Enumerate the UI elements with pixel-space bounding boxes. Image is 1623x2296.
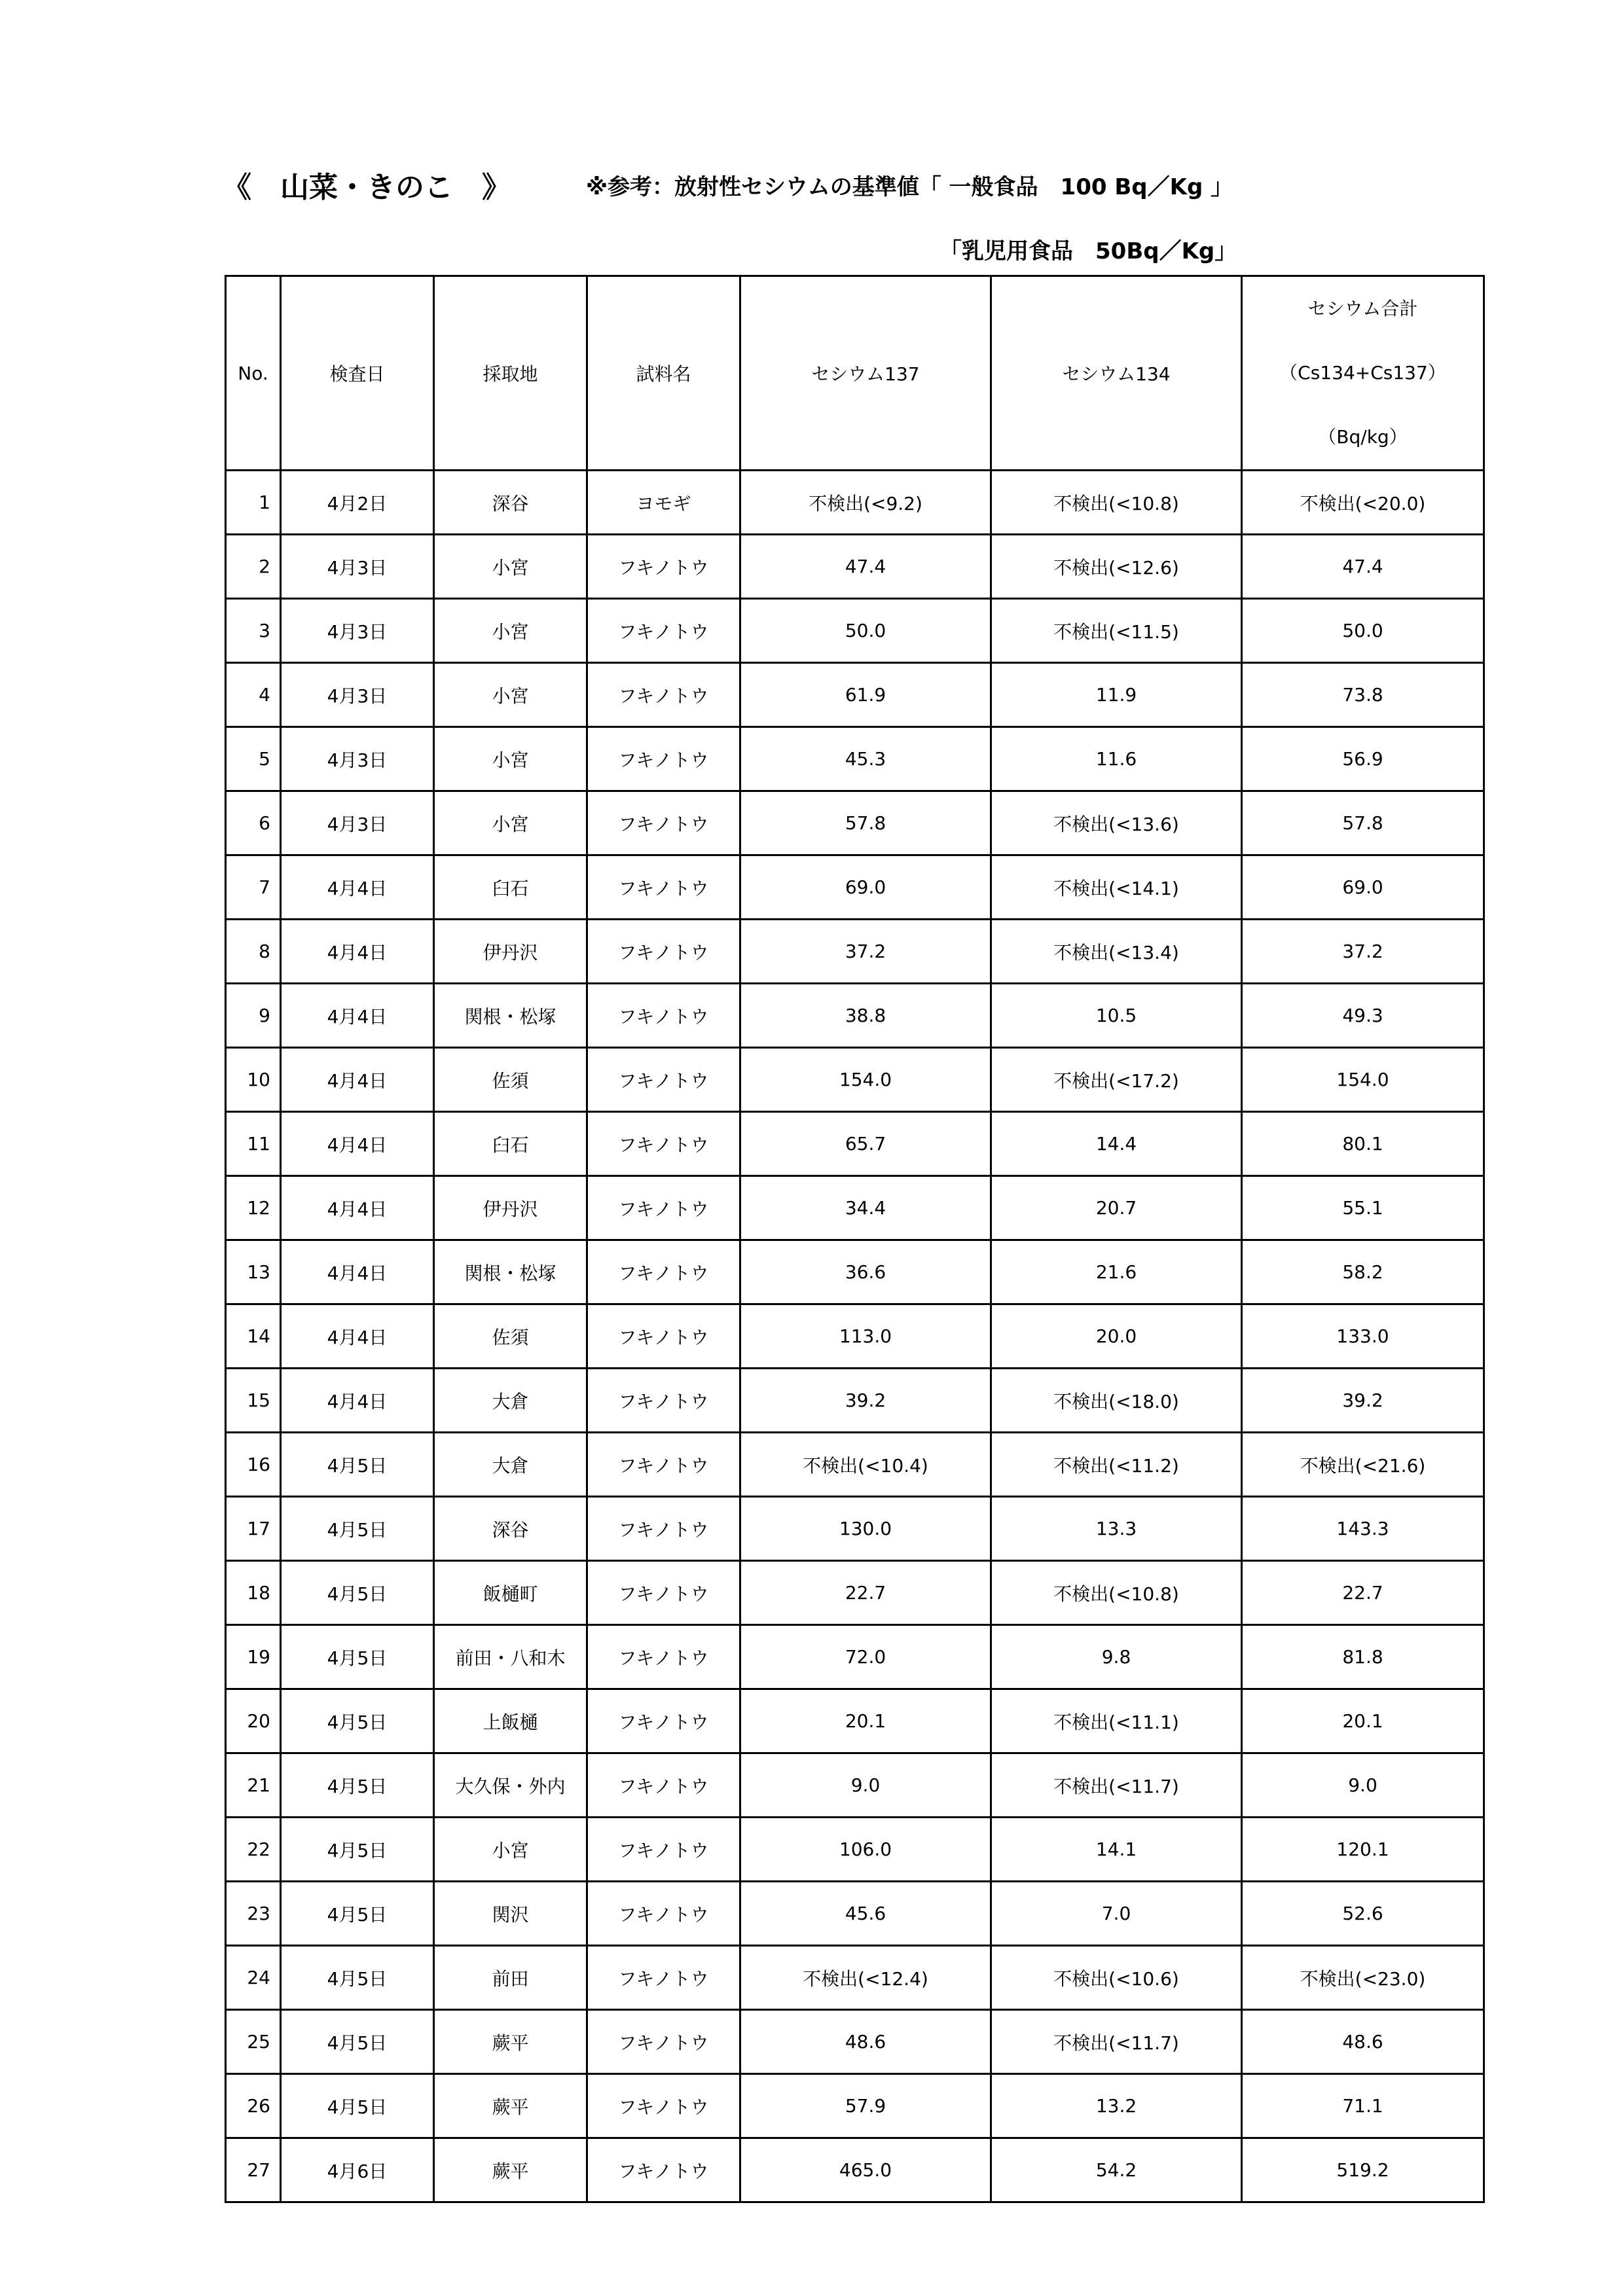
cell-cs137: 48.6 [740,2010,991,2074]
cell-cs137: 22.7 [740,1561,991,1625]
cell-cs137: 61.9 [740,663,991,727]
cell-cs137: 不検出(<9.2) [740,471,991,535]
cell-cs134: 不検出(<13.6) [991,791,1242,855]
cell-location: 小宮 [434,599,587,663]
cell-date: 4月3日 [281,663,434,727]
cell-cs134: 不検出(<11.7) [991,2010,1242,2074]
table-row [226,727,1484,791]
table-row [226,1433,1484,1497]
header-date: 検査日 [281,276,434,471]
cell-no: 5 [226,727,281,791]
cell-total: 47.4 [1242,535,1484,599]
header-location: 採取地 [434,276,587,471]
cell-date: 4月5日 [281,1625,434,1689]
table-row [226,1048,1484,1112]
cell-cs134: 不検出(<13.4) [991,920,1242,984]
cell-cs134: 13.2 [991,2074,1242,2138]
cell-date: 4月5日 [281,2010,434,2074]
cell-date: 4月3日 [281,727,434,791]
cell-cs134: 20.0 [991,1304,1242,1369]
cell-date: 4月4日 [281,1240,434,1304]
cell-total: 20.1 [1242,1689,1484,1753]
header-cs134: セシウム134 [991,276,1242,471]
table-row [226,1818,1484,1882]
cell-location: 飯樋町 [434,1561,587,1625]
cell-cs134: 不検出(<17.2) [991,1048,1242,1112]
cell-sample: フキノトウ [587,1369,740,1433]
cell-location: 臼石 [434,855,587,920]
page-title: 《 山菜・きのこ 》 [223,171,511,204]
table-row [226,1689,1484,1753]
cell-date: 4月5日 [281,2074,434,2138]
cell-date: 4月4日 [281,1048,434,1112]
cell-no: 14 [226,1304,281,1369]
table-row [226,535,1484,599]
cell-cs134: 10.5 [991,984,1242,1048]
header-total-line2: （Cs134+Cs137） [1279,362,1446,384]
cell-cs134: 不検出(<10.6) [991,1946,1242,2010]
cell-cs137: 50.0 [740,599,991,663]
header-sample: 試料名 [587,276,740,471]
cell-sample: フキノトウ [587,1946,740,2010]
cell-location: 小宮 [434,791,587,855]
cell-cs137: 106.0 [740,1818,991,1882]
cell-total: 39.2 [1242,1369,1484,1433]
cell-location: 佐須 [434,1304,587,1369]
cell-date: 4月5日 [281,1753,434,1818]
cell-no: 24 [226,1946,281,2010]
cell-location: 大倉 [434,1433,587,1497]
cell-location: 佐須 [434,1048,587,1112]
cell-location: 上飯樋 [434,1689,587,1753]
table-row [226,855,1484,920]
table-row [226,2010,1484,2074]
cell-cs134: 14.4 [991,1112,1242,1176]
cell-cs134: 不検出(<10.8) [991,471,1242,535]
cell-no: 9 [226,984,281,1048]
cell-cs137: 不検出(<12.4) [740,1946,991,2010]
table-row [226,1882,1484,1946]
cell-location: 小宮 [434,535,587,599]
cell-total: 81.8 [1242,1625,1484,1689]
cell-date: 4月4日 [281,1176,434,1240]
cell-sample: フキノトウ [587,984,740,1048]
cell-location: 蕨平 [434,2074,587,2138]
cell-no: 4 [226,663,281,727]
cell-location: 小宮 [434,727,587,791]
cell-cs134: 13.3 [991,1497,1242,1561]
cell-total: 73.8 [1242,663,1484,727]
header-total-line3: （Bq/kg） [1318,426,1408,448]
cell-total: 69.0 [1242,855,1484,920]
cell-cs137: 113.0 [740,1304,991,1369]
cell-no: 20 [226,1689,281,1753]
cell-date: 4月4日 [281,984,434,1048]
cell-date: 4月5日 [281,1818,434,1882]
cell-location: 関根・松塚 [434,984,587,1048]
cell-sample: フキノトウ [587,855,740,920]
cell-cs134: 不検出(<18.0) [991,1369,1242,1433]
cell-date: 4月4日 [281,855,434,920]
cell-cs134: 11.9 [991,663,1242,727]
cell-no: 19 [226,1625,281,1689]
table-row [226,1625,1484,1689]
cell-no: 17 [226,1497,281,1561]
cell-sample: フキノトウ [587,1048,740,1112]
cell-date: 4月4日 [281,1304,434,1369]
cell-date: 4月3日 [281,791,434,855]
cell-location: 前田 [434,1946,587,2010]
cell-location: 小宮 [434,663,587,727]
reference-standard-infant: 「乳児用食品 50Bq／Kg」 [939,238,1237,264]
table-row [226,663,1484,727]
cell-no: 23 [226,1882,281,1946]
cell-sample: フキノトウ [587,2138,740,2202]
cell-no: 3 [226,599,281,663]
cell-total: 37.2 [1242,920,1484,984]
reference-standard-general: ※参考：放射性セシウムの基準値「 一般食品 100 Bq／Kg 」 [586,174,1233,200]
table-row [226,1369,1484,1433]
cell-total: 133.0 [1242,1304,1484,1369]
cell-no: 6 [226,791,281,855]
cell-no: 10 [226,1048,281,1112]
cell-location: 小宮 [434,1818,587,1882]
cell-date: 4月5日 [281,1497,434,1561]
cell-cs137: 69.0 [740,855,991,920]
cell-no: 22 [226,1818,281,1882]
cell-total: 49.3 [1242,984,1484,1048]
cell-sample: フキノトウ [587,1304,740,1369]
cell-cs134: 20.7 [991,1176,1242,1240]
table-row [226,791,1484,855]
table-row [226,1240,1484,1304]
cell-total: 56.9 [1242,727,1484,791]
cell-cs134: 9.8 [991,1625,1242,1689]
cell-no: 18 [226,1561,281,1625]
cell-total: 58.2 [1242,1240,1484,1304]
cell-cs137: 65.7 [740,1112,991,1176]
cell-total: 48.6 [1242,2010,1484,2074]
cell-location: 臼石 [434,1112,587,1176]
cell-total: 80.1 [1242,1112,1484,1176]
cell-location: 関沢 [434,1882,587,1946]
cell-total: 519.2 [1242,2138,1484,2202]
cell-no: 16 [226,1433,281,1497]
cell-cs137: 154.0 [740,1048,991,1112]
table-row [226,1176,1484,1240]
cell-location: 大久保・外内 [434,1753,587,1818]
cell-cs137: 45.3 [740,727,991,791]
cell-sample: フキノトウ [587,1433,740,1497]
cell-no: 7 [226,855,281,920]
cell-total: 22.7 [1242,1561,1484,1625]
cell-cs137: 45.6 [740,1882,991,1946]
cell-sample: ヨモギ [587,471,740,535]
table-row [226,920,1484,984]
cell-location: 蕨平 [434,2138,587,2202]
cell-total: 55.1 [1242,1176,1484,1240]
cell-cs134: 14.1 [991,1818,1242,1882]
table-row [226,2074,1484,2138]
cell-cs137: 20.1 [740,1689,991,1753]
cell-cs134: 不検出(<10.8) [991,1561,1242,1625]
cell-cs137: 34.4 [740,1176,991,1240]
cell-location: 前田・八和木 [434,1625,587,1689]
cell-no: 11 [226,1112,281,1176]
header-total [1242,276,1484,471]
cell-cs134: 不検出(<11.1) [991,1689,1242,1753]
cell-sample: フキノトウ [587,1818,740,1882]
cell-location: 関根・松塚 [434,1240,587,1304]
cell-sample: フキノトウ [587,791,740,855]
table-row [226,2138,1484,2202]
cell-date: 4月4日 [281,1112,434,1176]
cell-sample: フキノトウ [587,2010,740,2074]
header-total-line1: セシウム合計 [1307,298,1418,319]
cell-sample: フキノトウ [587,1882,740,1946]
cell-location: 深谷 [434,471,587,535]
cell-cs137: 38.8 [740,984,991,1048]
table-row [226,1753,1484,1818]
table-row [226,1497,1484,1561]
cell-date: 4月4日 [281,1369,434,1433]
cell-cs134: 7.0 [991,1882,1242,1946]
cell-cs137: 130.0 [740,1497,991,1561]
cell-sample: フキノトウ [587,1112,740,1176]
cell-cs137: 57.8 [740,791,991,855]
cell-date: 4月5日 [281,1946,434,2010]
cell-cs137: 36.6 [740,1240,991,1304]
cell-cs137: 72.0 [740,1625,991,1689]
cell-cs134: 不検出(<11.2) [991,1433,1242,1497]
cell-total: 120.1 [1242,1818,1484,1882]
cell-cs137: 9.0 [740,1753,991,1818]
cell-cs137: 465.0 [740,2138,991,2202]
header-no: No. [226,276,281,471]
cell-sample: フキノトウ [587,535,740,599]
cell-date: 4月2日 [281,471,434,535]
cell-total: 71.1 [1242,2074,1484,2138]
table-row [226,1946,1484,2010]
cell-total: 9.0 [1242,1753,1484,1818]
cell-no: 1 [226,471,281,535]
cell-cs134: 不検出(<11.7) [991,1753,1242,1818]
cell-date: 4月5日 [281,1882,434,1946]
table-row [226,599,1484,663]
cell-date: 4月4日 [281,920,434,984]
cell-cs137: 37.2 [740,920,991,984]
cell-no: 15 [226,1369,281,1433]
cell-total: 143.3 [1242,1497,1484,1561]
table-header-row [226,276,1484,471]
cell-total: 57.8 [1242,791,1484,855]
cell-no: 25 [226,2010,281,2074]
cell-cs134: 不検出(<12.6) [991,535,1242,599]
cell-location: 蕨平 [434,2010,587,2074]
cell-date: 4月5日 [281,1689,434,1753]
header-cs137: セシウム137 [740,276,991,471]
cell-cs134: 54.2 [991,2138,1242,2202]
table-row [226,471,1484,535]
cell-no: 8 [226,920,281,984]
cell-date: 4月5日 [281,1433,434,1497]
cell-total: 154.0 [1242,1048,1484,1112]
table-row [226,984,1484,1048]
cell-location: 伊丹沢 [434,920,587,984]
cell-total: 52.6 [1242,1882,1484,1946]
cell-sample: フキノトウ [587,1561,740,1625]
cell-no: 27 [226,2138,281,2202]
cell-cs137: 57.9 [740,2074,991,2138]
cell-total: 不検出(<23.0) [1242,1946,1484,2010]
cell-cs134: 不検出(<11.5) [991,599,1242,663]
table-row [226,1561,1484,1625]
cell-cs134: 11.6 [991,727,1242,791]
cell-cs137: 不検出(<10.4) [740,1433,991,1497]
cesium-results-table [225,275,1485,2203]
cell-location: 大倉 [434,1369,587,1433]
cell-sample: フキノトウ [587,1240,740,1304]
cell-total: 不検出(<20.0) [1242,471,1484,535]
cell-no: 21 [226,1753,281,1818]
cell-sample: フキノトウ [587,1753,740,1818]
cell-sample: フキノトウ [587,1176,740,1240]
cell-date: 4月3日 [281,535,434,599]
cell-total: 不検出(<21.6) [1242,1433,1484,1497]
cell-sample: フキノトウ [587,2074,740,2138]
cell-date: 4月6日 [281,2138,434,2202]
cell-cs134: 21.6 [991,1240,1242,1304]
cell-sample: フキノトウ [587,663,740,727]
cell-date: 4月5日 [281,1561,434,1625]
cell-no: 2 [226,535,281,599]
cell-location: 伊丹沢 [434,1176,587,1240]
cell-sample: フキノトウ [587,1689,740,1753]
table-row [226,1112,1484,1176]
cell-cs134: 不検出(<14.1) [991,855,1242,920]
cell-no: 13 [226,1240,281,1304]
cell-sample: フキノトウ [587,1625,740,1689]
cell-cs137: 47.4 [740,535,991,599]
cell-sample: フキノトウ [587,599,740,663]
cell-no: 12 [226,1176,281,1240]
cell-no: 26 [226,2074,281,2138]
cell-date: 4月3日 [281,599,434,663]
cell-total: 50.0 [1242,599,1484,663]
cell-sample: フキノトウ [587,1497,740,1561]
cell-sample: フキノトウ [587,727,740,791]
cell-location: 深谷 [434,1497,587,1561]
cell-sample: フキノトウ [587,920,740,984]
cell-cs137: 39.2 [740,1369,991,1433]
table-row [226,1304,1484,1369]
